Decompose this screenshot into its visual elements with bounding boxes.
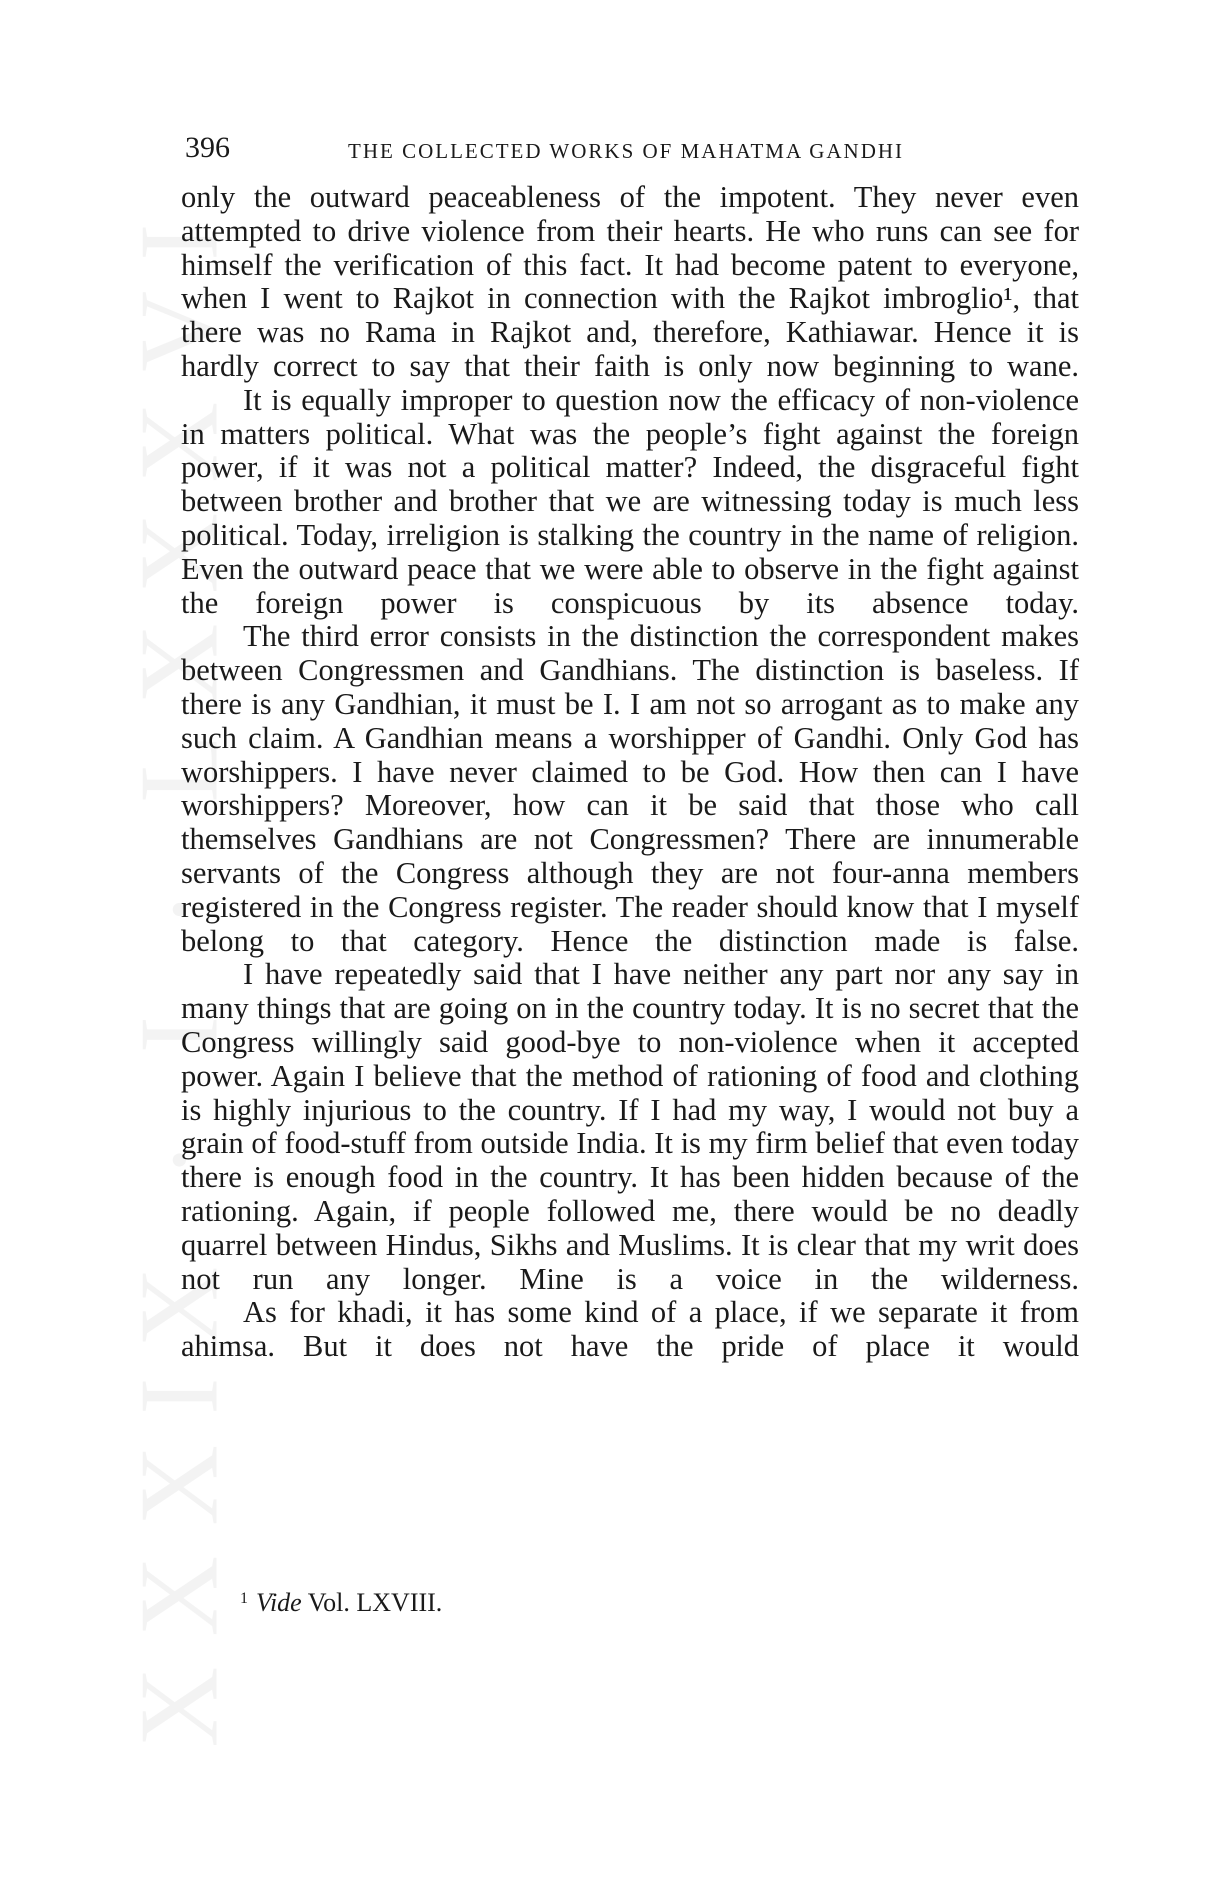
footnote <box>240 1586 442 1620</box>
paragraph-1: only the outward peaceableness of the impotent. They never even attempted to drive violence from their hearts. He who runs can see for himself the verification of this fact. It had become patent to everyone, when I went to Rajkot in connection with the Rajkot imbroglio¹, that there was no Rama in Rajkot and, therefore, Kathiawar. Hence it is hardly correct to say that their faith is only now beginning to wane. <box>181 180 1079 383</box>
paragraph-2: It is equally improper to question now the efficacy of non-violence in matters political. What was the people’s fight against the foreign power, if it was not a political matter? Indeed, the disgraceful fight between brother and brother that we are witnessing today is much less political. Today, irreligion is stalking the country in the name of religion. Even the outward peace that we were able to observe in the fight against the foreign power is conspicuous by its absence today. <box>181 382 1079 620</box>
paragraph-4: I have repeatedly said that I have neither any part nor any say in many things that are going on in the country today. It is no secret that the Congress willingly said good-bye to non-violence when it accepted power. Again I believe that the method of rationing of food and clothing is highly injurious to the country. If I had my way, I would not buy a grain of food-stuff from outside India. It is my firm belief that even today there is enough food in the country. It has been hidden because of the rationing. Again, if people followed me, there would be no deadly quarrel between Hindus, Sikhs and Muslims. It is clear that my writ does not run any longer. Mine is a voice in the wilderness. <box>181 957 1079 1296</box>
page-number: 396 <box>185 131 230 164</box>
paragraph-3: The third error consists in the distinction the correspondent makes between Congressmen and Gandhians. The distinction is baseless. If there is any Gandhian, it must be I. I am not so arrogant as to make any such claim. A Gandhian means a worshipper of Gandhi. Only God has worshippers. I have never claimed to be God. How then can I have worshippers? Moreover, how can it be said that those who call themselves Gandhians are not Congressmen? There are innumerable servants of the Congress although they are not four-anna members registered in the Congress register. The reader should know that I myself belong to that category. Hence the distinction made is false. <box>181 619 1079 958</box>
footnote-text: Vol. LXVIII. <box>301 1588 443 1617</box>
footnote-marker: 1 <box>240 1590 248 1607</box>
running-title: THE COLLECTED WORKS OF MAHATMA GANDHI <box>348 139 905 163</box>
paragraph-5: As for khadi, it has some kind of a place, if we separate it from ahimsa. But it does not have the pride of place it would <box>181 1295 1079 1364</box>
footnote-italic: Vide <box>256 1588 302 1617</box>
body-text <box>181 181 1079 1364</box>
running-header <box>185 128 1075 168</box>
